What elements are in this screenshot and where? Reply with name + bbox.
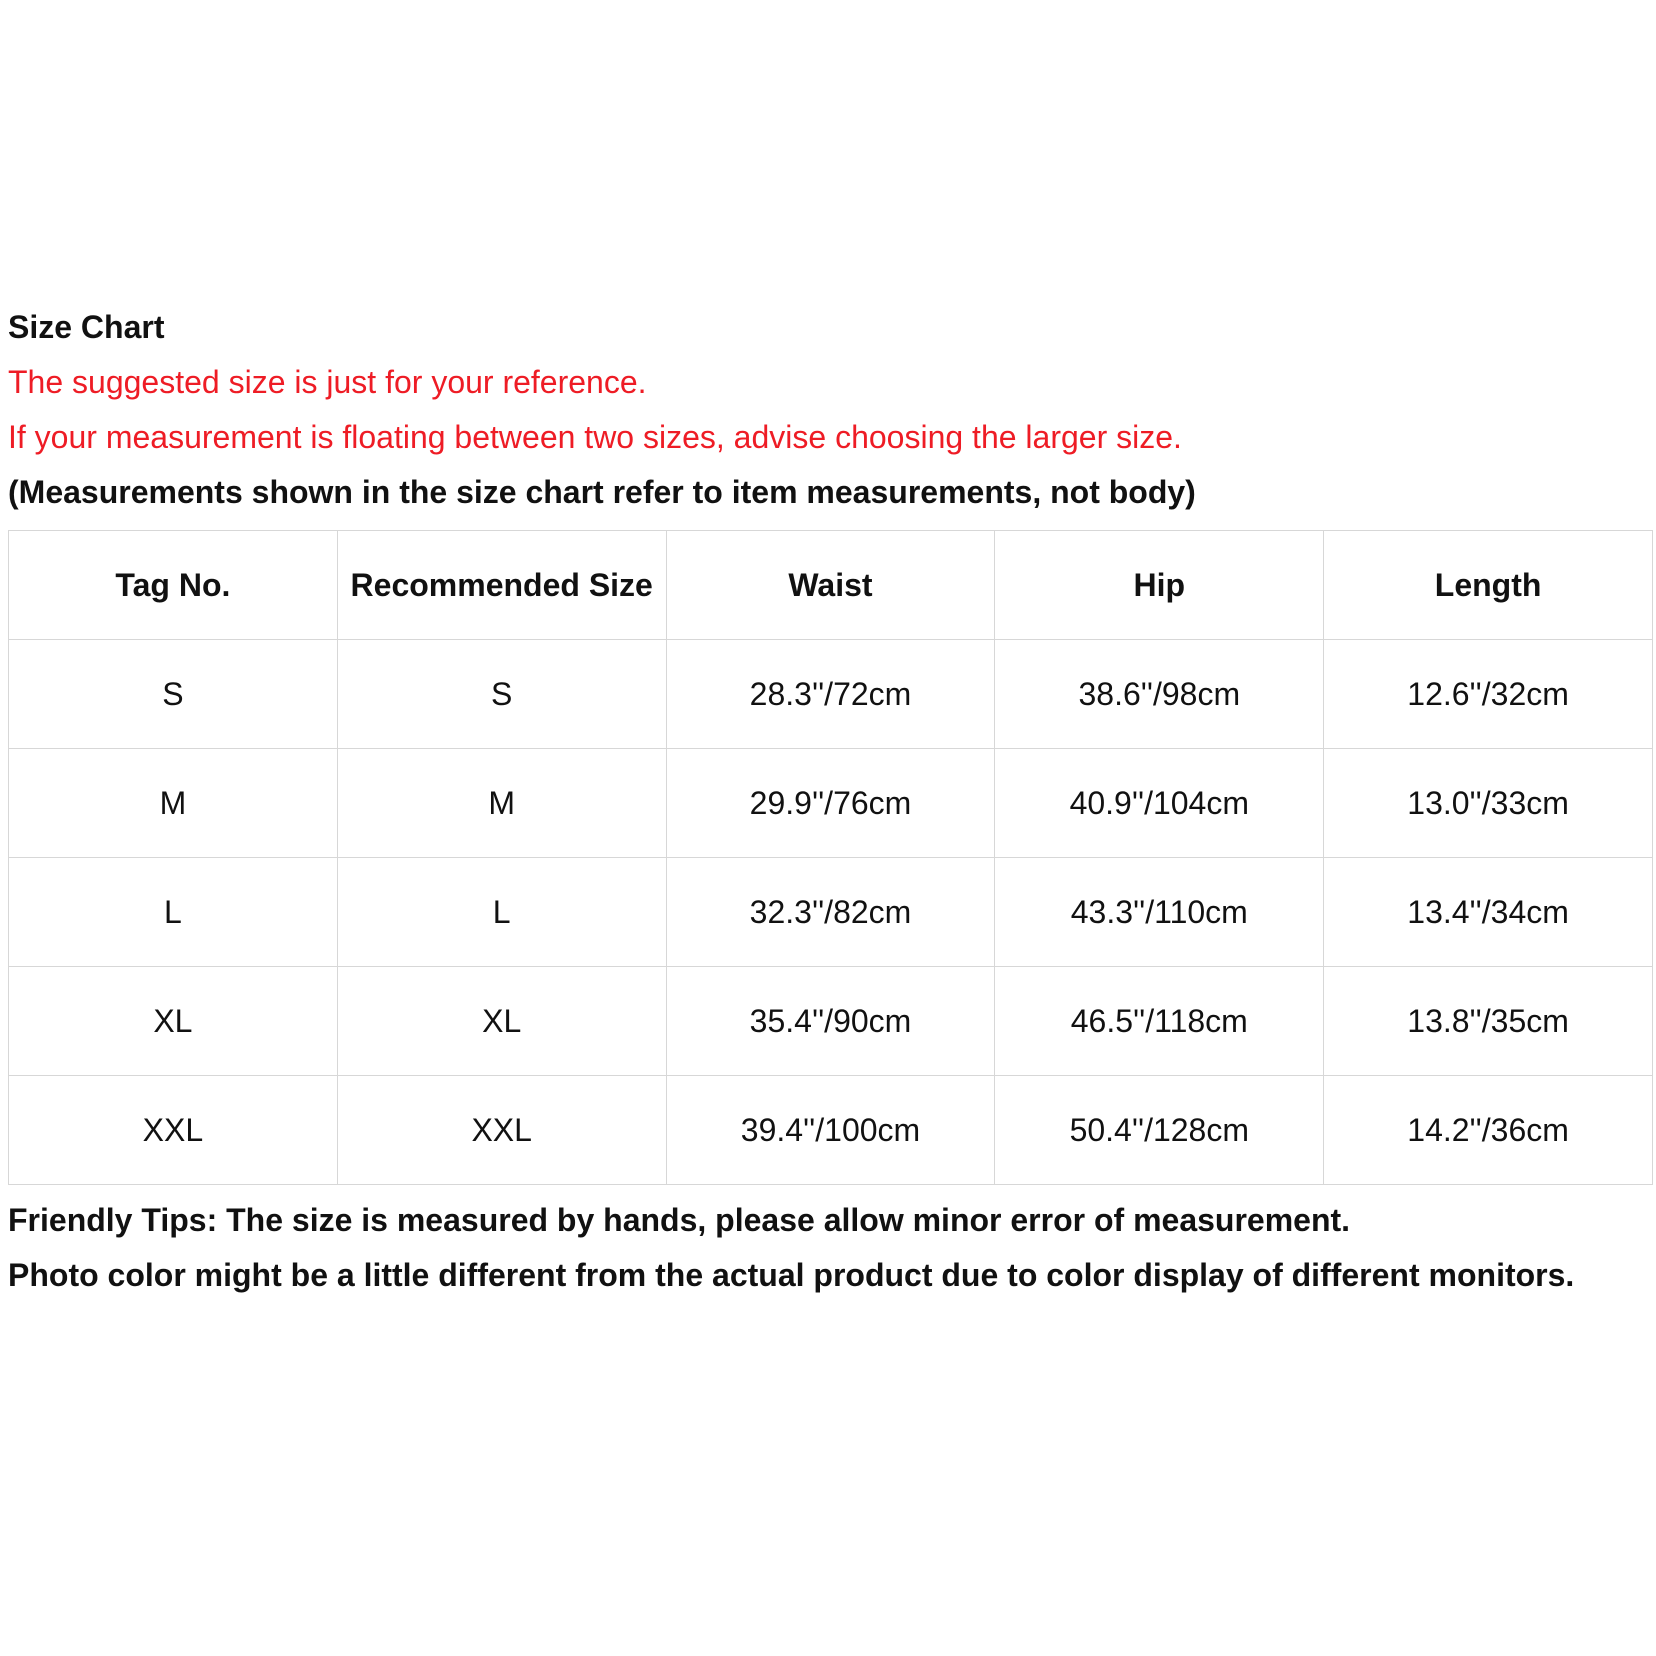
cell-tag-no: XL — [9, 967, 338, 1076]
cell-waist: 32.3''/82cm — [666, 858, 995, 967]
header-recommended-size: Recommended Size — [337, 531, 666, 640]
cell-recommended-size: XL — [337, 967, 666, 1076]
table-row — [9, 967, 1653, 1076]
cell-tag-no: XXL — [9, 1076, 338, 1185]
size-chart-section — [8, 300, 1653, 1303]
friendly-tips — [8, 1193, 1653, 1303]
cell-length: 14.2''/36cm — [1324, 1076, 1653, 1185]
cell-waist: 35.4''/90cm — [666, 967, 995, 1076]
header-hip: Hip — [995, 531, 1324, 640]
size-chart-title: Size Chart — [8, 309, 165, 345]
tip-measured-by-hand: Friendly Tips: The size is measured by hands, please allow minor error of measurement. — [8, 1202, 1351, 1238]
cell-tag-no: M — [9, 749, 338, 858]
cell-recommended-size: XXL — [337, 1076, 666, 1185]
tip-photo-color: Photo color might be a little different from the actual product due to color display of different monitors. — [8, 1257, 1575, 1293]
cell-hip: 38.6''/98cm — [995, 640, 1324, 749]
cell-waist: 29.9''/76cm — [666, 749, 995, 858]
cell-hip: 50.4''/128cm — [995, 1076, 1324, 1185]
header-waist: Waist — [666, 531, 995, 640]
larger-size-advice: If your measurement is floating between two sizes, advise choosing the larger size. — [8, 419, 1182, 455]
cell-tag-no: L — [9, 858, 338, 967]
cell-tag-no: S — [9, 640, 338, 749]
measurement-note: (Measurements shown in the size chart refer to item measurements, not body) — [8, 474, 1196, 510]
cell-length: 13.4''/34cm — [1324, 858, 1653, 967]
cell-length: 12.6''/32cm — [1324, 640, 1653, 749]
size-table — [8, 530, 1653, 1185]
cell-length: 13.0''/33cm — [1324, 749, 1653, 858]
table-row — [9, 640, 1653, 749]
table-row — [9, 749, 1653, 858]
cell-waist: 39.4''/100cm — [666, 1076, 995, 1185]
table-row — [9, 1076, 1653, 1185]
reference-note: The suggested size is just for your reference. — [8, 364, 647, 400]
cell-hip: 43.3''/110cm — [995, 858, 1324, 967]
cell-recommended-size: S — [337, 640, 666, 749]
header-length: Length — [1324, 531, 1653, 640]
header-tag-no: Tag No. — [9, 531, 338, 640]
cell-length: 13.8''/35cm — [1324, 967, 1653, 1076]
cell-waist: 28.3''/72cm — [666, 640, 995, 749]
cell-recommended-size: M — [337, 749, 666, 858]
table-row — [9, 858, 1653, 967]
table-header-row — [9, 531, 1653, 640]
cell-hip: 40.9''/104cm — [995, 749, 1324, 858]
cell-recommended-size: L — [337, 858, 666, 967]
cell-hip: 46.5''/118cm — [995, 967, 1324, 1076]
